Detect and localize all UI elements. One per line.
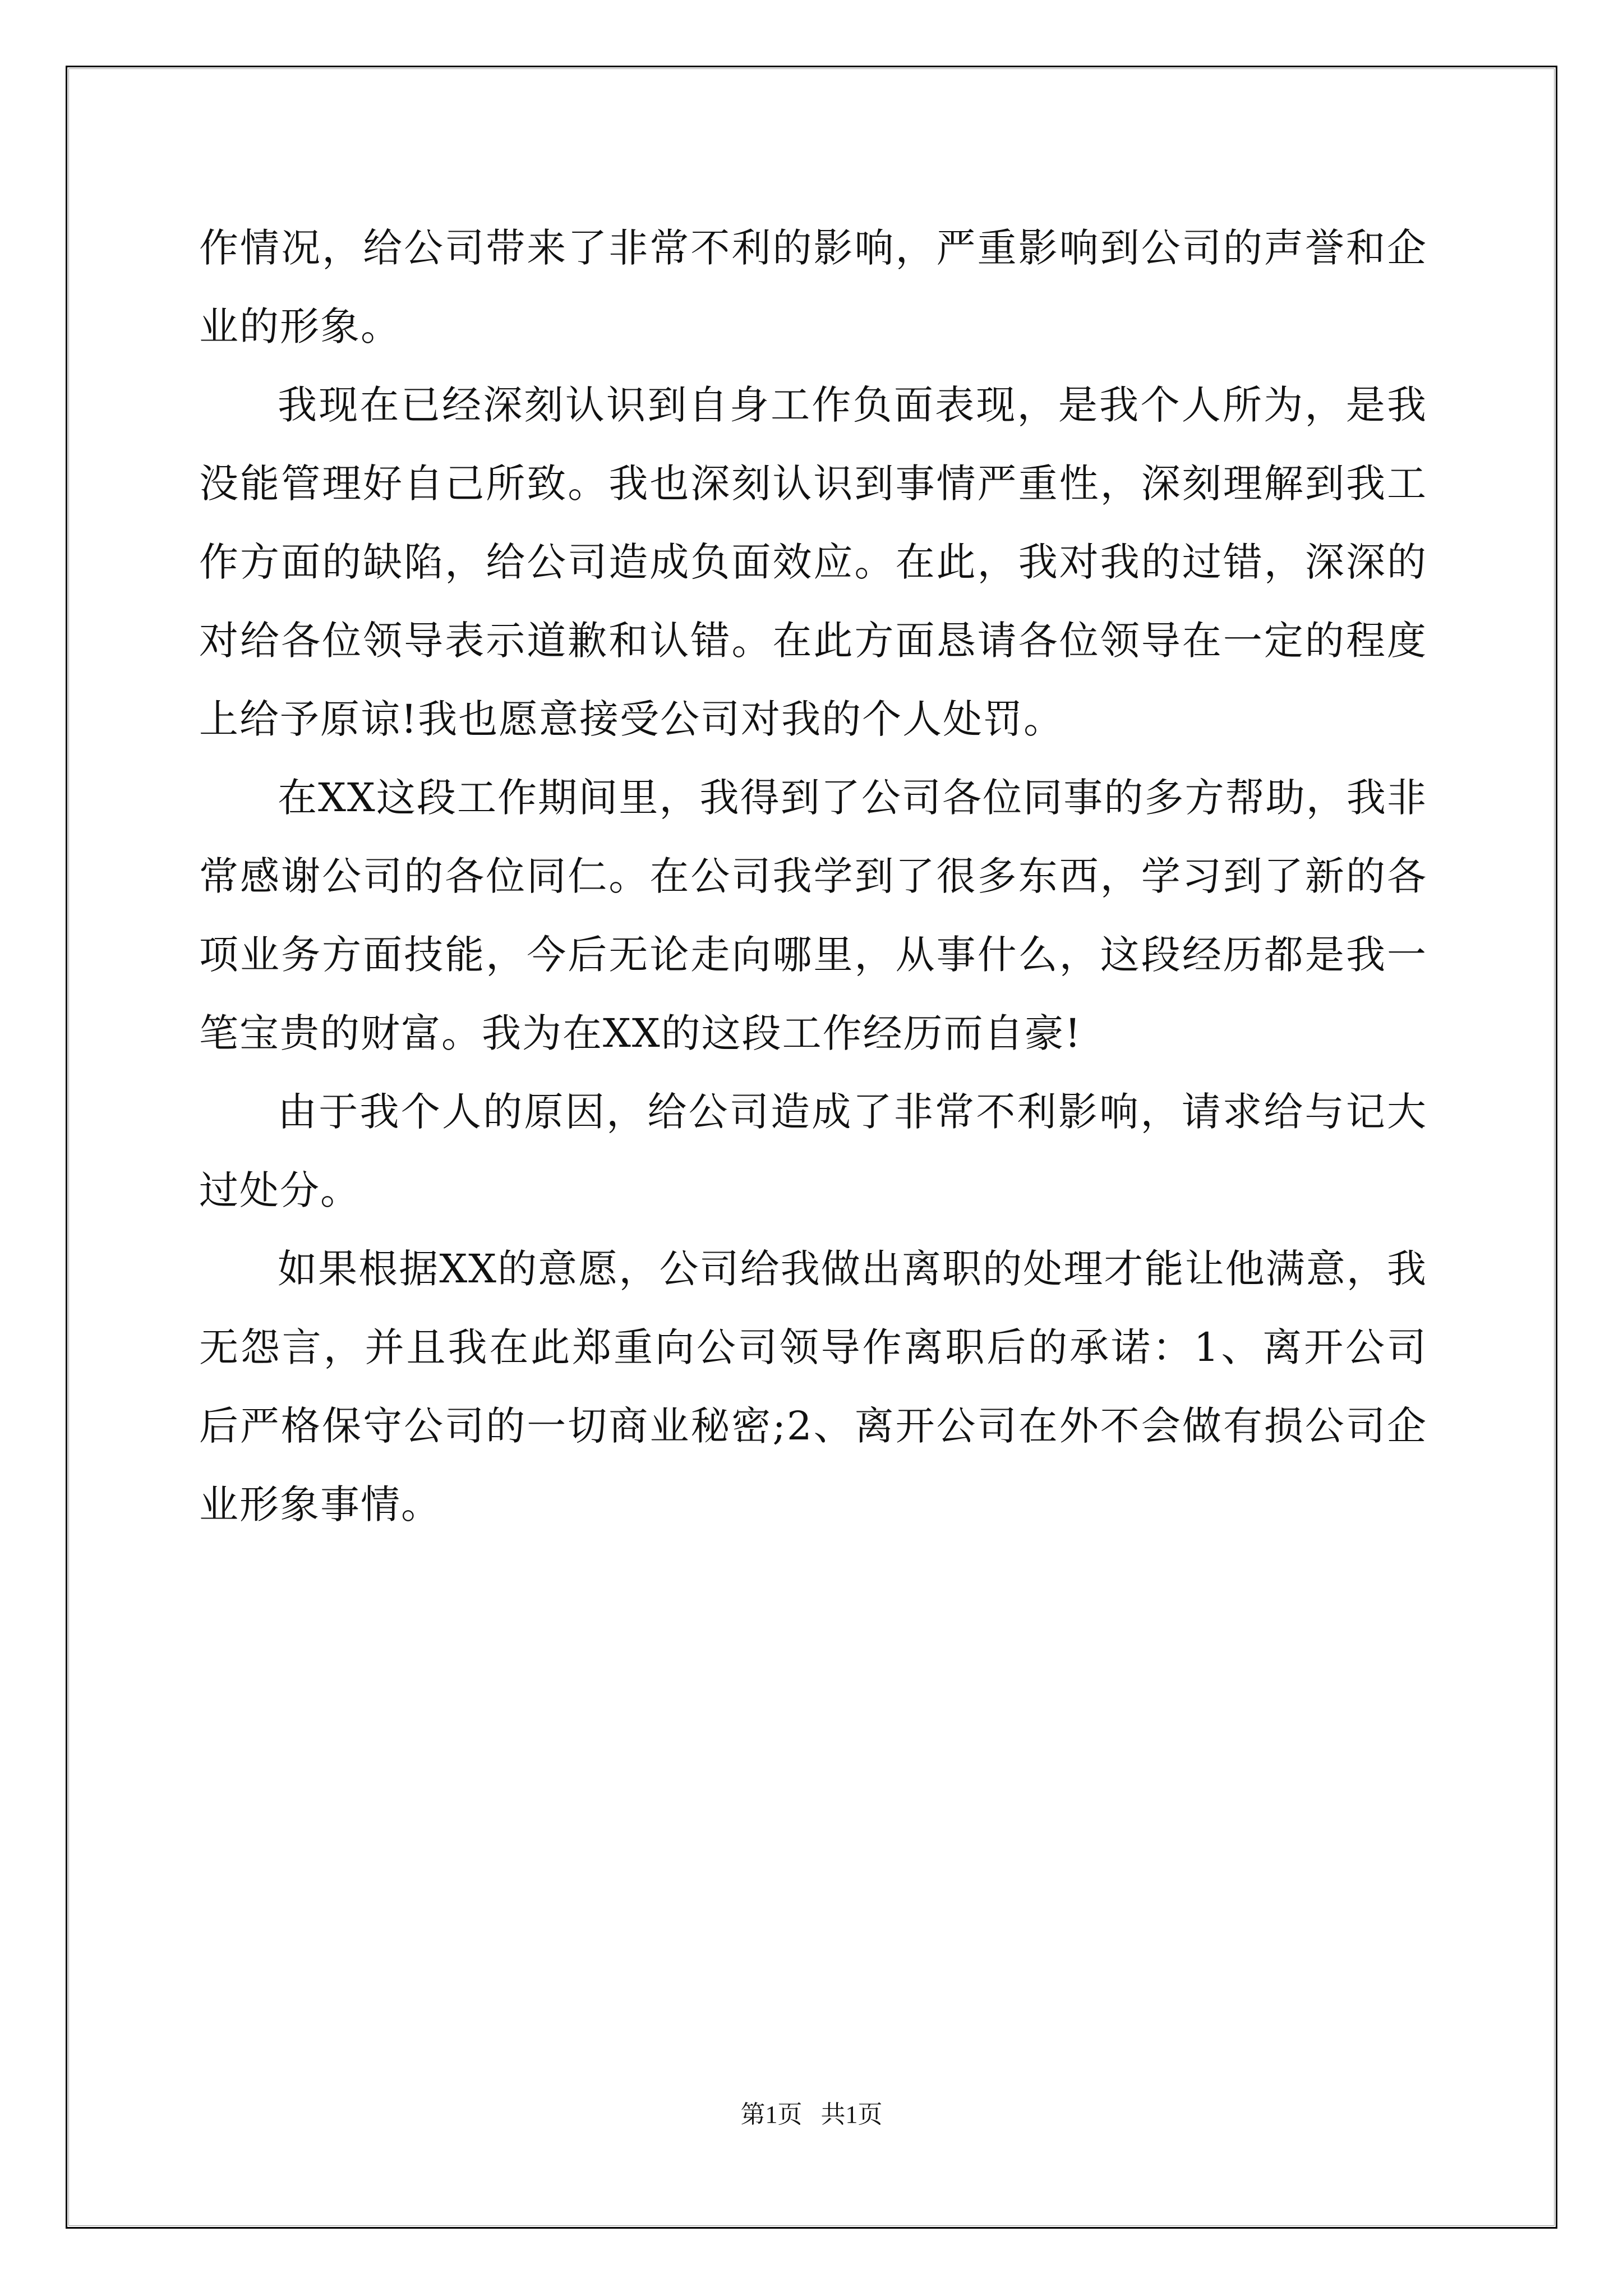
paragraph-2: 我现在已经深刻认识到自身工作负面表现，是我个人所为，是我没能管理好自己所致。我也深刻认识到事情严重性，深刻理解到我工作方面的缺陷，给公司造成负面效应。在此，我对我的过错，深深的对给各位领导表示道歉和认错。在此方面恳请各位领导在一定的程度上给予原谅!我也愿意接受公司对我的个人处罚。 (199, 382, 1427, 742)
page-number-footer: 第1页 共1页 (740, 2101, 883, 2128)
paragraph-1: 作情况，给公司带来了非常不利的影响，严重影响到公司的声誉和企业的形象。 (199, 225, 1427, 349)
paragraph-4: 由于我个人的原因，给公司造成了非常不利影响，请求给与记大过处分。 (199, 1089, 1427, 1213)
document-body (199, 209, 1427, 1544)
paragraph-3: 在XX这段工作期间里，我得到了公司各位同事的多方帮助，我非常感谢公司的各位同仁。在公司我学到了很多东西，学习到了新的各项业务方面技能，今后无论走向哪里，从事什么，这段经历都是我一笔宝贵的财富。我为在XX的这段工作经历而自豪! (199, 775, 1427, 1056)
paragraph-5: 如果根据XX的意愿，公司给我做出离职的处理才能让他满意，我无怨言，并且我在此郑重向公司领导作离职后的承诺：1、离开公司后严格保守公司的一切商业秘密;2、离开公司在外不会做有损公司企业形象事情。 (199, 1246, 1427, 1527)
